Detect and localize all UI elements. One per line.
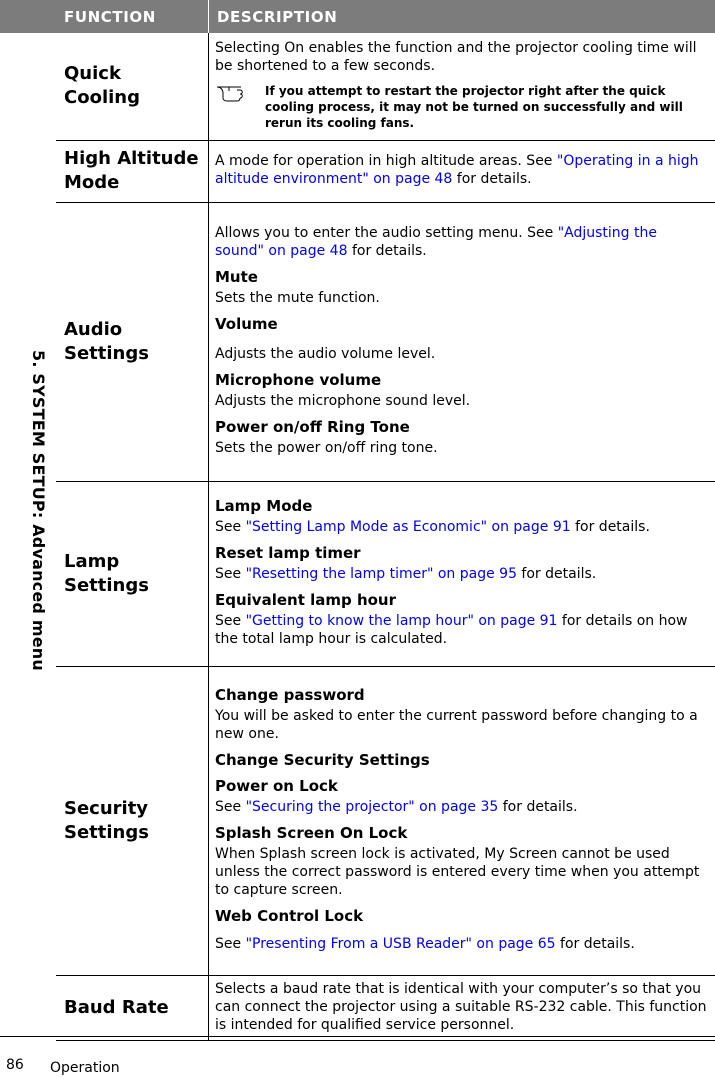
description-cell bbox=[209, 33, 715, 140]
function-name: Quick Cooling bbox=[56, 33, 209, 140]
page-number: 86 bbox=[6, 1057, 24, 1073]
subheading: Splash Screen On Lock bbox=[215, 824, 408, 842]
description-text: See "Resetting the lamp timer" on page 95 for details. bbox=[215, 566, 597, 582]
subheading: Change password bbox=[215, 686, 365, 704]
page-link[interactable]: "Getting to know the lamp hour" on page 91 bbox=[245, 613, 558, 629]
note-box bbox=[215, 81, 709, 131]
subheading: Volume bbox=[215, 315, 278, 333]
table-row-quick-cooling bbox=[56, 33, 715, 140]
subheading: Microphone volume bbox=[215, 371, 382, 389]
function-name: High Altitude Mode bbox=[56, 140, 209, 202]
table-row-baud-rate bbox=[56, 975, 715, 1040]
description-text: See "Getting to know the lamp hour" on page 91 for details on how the total lamp hour is calculated. bbox=[215, 613, 688, 647]
description-text: Adjusts the audio volume level. bbox=[215, 346, 436, 362]
page-link[interactable]: "Adjusting the sound" on page 48 bbox=[215, 225, 657, 259]
header-band-left bbox=[0, 0, 56, 33]
description-text: When Splash screen lock is activated, My Screen cannot be used unless the correct password is entered every time when you attempt to capture screen. bbox=[215, 846, 700, 898]
page-link[interactable]: "Presenting From a USB Reader" on page 65 bbox=[245, 936, 556, 952]
description-cell bbox=[209, 140, 715, 202]
description-text: See "Presenting From a USB Reader" on page 65 for details. bbox=[215, 936, 635, 952]
pointing-hand-icon bbox=[215, 81, 265, 110]
description-cell bbox=[209, 202, 715, 481]
footer-section-label: Operation bbox=[50, 1060, 120, 1076]
table-row-audio bbox=[56, 202, 715, 481]
subheading: Reset lamp timer bbox=[215, 544, 361, 562]
description-text: Adjusts the microphone sound level. bbox=[215, 393, 471, 409]
subheading: Mute bbox=[215, 268, 258, 286]
subheading: Lamp Mode bbox=[215, 497, 313, 515]
subheading: Web Control Lock bbox=[215, 907, 364, 925]
description-text: See "Securing the projector" on page 35 for details. bbox=[215, 799, 578, 815]
page-link[interactable]: "Resetting the lamp timer" on page 95 bbox=[245, 566, 517, 582]
description-text: Sets the mute function. bbox=[215, 290, 380, 306]
table-row-lamp bbox=[56, 481, 715, 666]
description-text: A mode for operation in high altitude areas. See bbox=[215, 153, 557, 169]
table-row-high-altitude bbox=[56, 140, 715, 202]
subheading: Change Security Settings bbox=[215, 751, 430, 769]
description-cell bbox=[209, 666, 715, 975]
function-name: Security Settings bbox=[56, 666, 209, 975]
description-text: You will be asked to enter the current password before changing to a new one. bbox=[215, 708, 698, 742]
subheading: Power on/off Ring Tone bbox=[215, 418, 410, 436]
description-text: Selecting On enables the function and the projector cooling time will be shortened to a few seconds. bbox=[215, 40, 697, 75]
function-name: Audio Settings bbox=[56, 202, 209, 481]
description-cell: Selects a baud rate that is identical with your computer’s so that you can connect the projector using a suitable RS-232 cable. This function is intended for qualified service personnel. bbox=[209, 975, 715, 1040]
subheading: Equivalent lamp hour bbox=[215, 591, 397, 609]
note-text: If you attempt to restart the projector right after the quick cooling process, it may not be turned on successfully and will rerun its cooling fans. bbox=[265, 84, 683, 131]
page-bottom-rule bbox=[0, 1036, 715, 1037]
function-name: Lamp Settings bbox=[56, 481, 209, 666]
function-name: Baud Rate bbox=[56, 975, 209, 1040]
description-text: Sets the power on/off ring tone. bbox=[215, 440, 438, 456]
table-header-row bbox=[56, 0, 715, 33]
chapter-side-title: 5. SYSTEM SETUP: Advanced menu bbox=[29, 350, 48, 671]
header-description: DESCRIPTION bbox=[209, 0, 715, 33]
page-link[interactable]: "Operating in a high altitude environment" on page 48 bbox=[215, 153, 699, 187]
function-table bbox=[56, 0, 715, 1041]
description-text: for details. bbox=[452, 171, 532, 187]
page-link[interactable]: "Setting Lamp Mode as Economic" on page 91 bbox=[245, 519, 571, 535]
description-text: See "Setting Lamp Mode as Economic" on page 91 for details. bbox=[215, 519, 650, 535]
description-cell bbox=[209, 481, 715, 666]
description-text: Allows you to enter the audio setting menu. See "Adjusting the sound" on page 48 for details. bbox=[215, 225, 657, 259]
table-row-security bbox=[56, 666, 715, 975]
header-function: FUNCTION bbox=[56, 0, 209, 33]
subheading: Power on Lock bbox=[215, 777, 338, 795]
page-link[interactable]: "Securing the projector" on page 35 bbox=[245, 799, 499, 815]
